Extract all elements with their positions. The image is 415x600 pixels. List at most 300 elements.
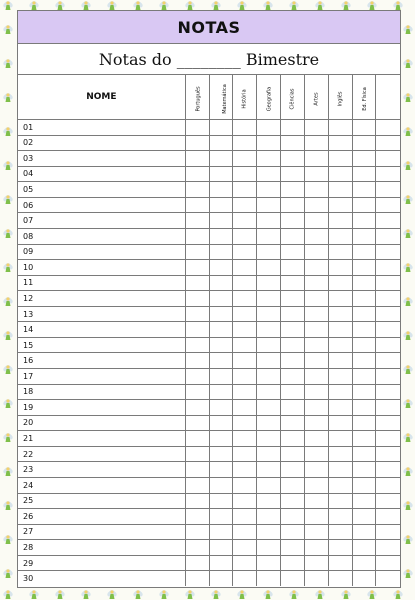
grade-cell[interactable] [376,509,400,525]
grade-cell[interactable] [209,462,233,478]
grade-cell[interactable] [257,337,281,353]
grade-cell[interactable] [376,197,400,213]
grade-cell[interactable] [209,291,233,307]
grade-cell[interactable] [281,384,305,400]
grade-cell[interactable] [328,353,352,369]
grade-cell[interactable] [352,166,376,182]
grade-cell[interactable] [233,213,257,229]
grade-cell[interactable] [209,571,233,586]
grade-cell[interactable] [257,306,281,322]
grade-cell[interactable] [185,322,209,338]
grade-cell[interactable] [281,291,305,307]
grade-cell[interactable] [281,353,305,369]
grade-cell[interactable] [233,197,257,213]
grade-cell[interactable] [352,462,376,478]
grade-cell[interactable] [376,524,400,540]
grade-cell[interactable] [257,555,281,571]
grade-cell[interactable] [376,369,400,385]
grade-cell[interactable] [328,524,352,540]
grade-cell[interactable] [257,369,281,385]
grade-cell[interactable] [281,197,305,213]
grade-cell[interactable] [209,524,233,540]
grade-cell[interactable] [281,244,305,260]
grade-cell[interactable] [281,306,305,322]
grade-cell[interactable] [304,462,328,478]
student-name-cell[interactable] [18,431,185,447]
grade-cell[interactable] [376,353,400,369]
grade-cell[interactable] [233,477,257,493]
grade-cell[interactable] [352,477,376,493]
grade-cell[interactable] [185,291,209,307]
grade-cell[interactable] [281,337,305,353]
grade-cell[interactable] [328,555,352,571]
student-name-cell[interactable] [18,275,185,291]
grade-cell[interactable] [209,540,233,556]
grade-cell[interactable] [304,135,328,151]
grade-cell[interactable] [257,353,281,369]
grade-cell[interactable] [185,244,209,260]
student-name-cell[interactable] [18,337,185,353]
grade-cell[interactable] [257,509,281,525]
grade-cell[interactable] [376,244,400,260]
grade-cell[interactable] [233,182,257,198]
grade-cell[interactable] [304,415,328,431]
grade-cell[interactable] [257,275,281,291]
grade-cell[interactable] [185,228,209,244]
grade-cell[interactable] [376,400,400,416]
grade-cell[interactable] [328,571,352,586]
grade-cell[interactable] [281,477,305,493]
grade-cell[interactable] [281,400,305,416]
student-name-cell[interactable] [18,151,185,167]
grade-cell[interactable] [257,291,281,307]
grade-cell[interactable] [376,166,400,182]
grade-cell[interactable] [352,493,376,509]
student-name-cell[interactable] [18,166,185,182]
grade-cell[interactable] [376,540,400,556]
grade-cell[interactable] [376,228,400,244]
grade-cell[interactable] [185,213,209,229]
grade-cell[interactable] [209,509,233,525]
student-name-cell[interactable] [18,213,185,229]
grade-cell[interactable] [328,166,352,182]
grade-cell[interactable] [352,322,376,338]
grade-cell[interactable] [281,120,305,136]
grade-cell[interactable] [209,322,233,338]
grade-cell[interactable] [185,166,209,182]
grade-cell[interactable] [352,446,376,462]
grade-cell[interactable] [233,462,257,478]
grade-cell[interactable] [304,260,328,276]
grade-cell[interactable] [209,555,233,571]
grade-cell[interactable] [257,384,281,400]
grade-cell[interactable] [376,291,400,307]
grade-cell[interactable] [376,415,400,431]
grade-cell[interactable] [304,166,328,182]
grade-cell[interactable] [328,322,352,338]
grade-cell[interactable] [233,400,257,416]
grade-cell[interactable] [352,213,376,229]
grade-cell[interactable] [209,228,233,244]
grade-cell[interactable] [281,446,305,462]
grade-cell[interactable] [304,322,328,338]
grade-cell[interactable] [352,135,376,151]
grade-cell[interactable] [352,540,376,556]
grade-cell[interactable] [376,135,400,151]
grade-cell[interactable] [185,462,209,478]
grade-cell[interactable] [352,415,376,431]
grade-cell[interactable] [233,228,257,244]
grade-cell[interactable] [233,275,257,291]
grade-cell[interactable] [257,120,281,136]
grade-cell[interactable] [304,400,328,416]
grade-cell[interactable] [185,120,209,136]
grade-cell[interactable] [352,228,376,244]
grade-cell[interactable] [352,431,376,447]
grade-cell[interactable] [185,384,209,400]
grade-cell[interactable] [257,197,281,213]
student-name-cell[interactable] [18,555,185,571]
grade-cell[interactable] [209,166,233,182]
grade-cell[interactable] [304,197,328,213]
grade-cell[interactable] [233,353,257,369]
grade-cell[interactable] [352,120,376,136]
grade-cell[interactable] [352,197,376,213]
grade-cell[interactable] [281,260,305,276]
grade-cell[interactable] [257,540,281,556]
grade-cell[interactable] [281,571,305,586]
grade-cell[interactable] [257,400,281,416]
grade-cell[interactable] [328,446,352,462]
grade-cell[interactable] [209,182,233,198]
grade-cell[interactable] [209,120,233,136]
grade-cell[interactable] [185,493,209,509]
student-name-cell[interactable] [18,415,185,431]
grade-cell[interactable] [328,400,352,416]
grade-cell[interactable] [209,446,233,462]
grade-cell[interactable] [281,135,305,151]
grade-cell[interactable] [233,166,257,182]
grade-cell[interactable] [328,213,352,229]
grade-cell[interactable] [257,446,281,462]
grade-cell[interactable] [304,384,328,400]
grade-cell[interactable] [257,431,281,447]
grade-cell[interactable] [352,244,376,260]
grade-cell[interactable] [304,306,328,322]
grade-cell[interactable] [328,151,352,167]
grade-cell[interactable] [233,384,257,400]
grade-cell[interactable] [304,509,328,525]
grade-cell[interactable] [376,213,400,229]
grade-cell[interactable] [352,151,376,167]
grade-cell[interactable] [209,384,233,400]
grade-cell[interactable] [233,291,257,307]
grade-cell[interactable] [352,337,376,353]
grade-cell[interactable] [304,369,328,385]
grade-cell[interactable] [185,197,209,213]
student-name-cell[interactable] [18,540,185,556]
grade-cell[interactable] [352,306,376,322]
grade-cell[interactable] [328,369,352,385]
student-name-cell[interactable] [18,477,185,493]
grade-cell[interactable] [233,306,257,322]
grade-cell[interactable] [209,431,233,447]
grade-cell[interactable] [304,446,328,462]
grade-cell[interactable] [281,166,305,182]
grade-cell[interactable] [304,337,328,353]
grade-cell[interactable] [185,477,209,493]
grade-cell[interactable] [352,275,376,291]
grade-cell[interactable] [352,182,376,198]
grade-cell[interactable] [304,120,328,136]
grade-cell[interactable] [304,182,328,198]
grade-cell[interactable] [304,431,328,447]
grade-cell[interactable] [209,260,233,276]
student-name-cell[interactable] [18,462,185,478]
student-name-cell[interactable] [18,197,185,213]
grade-cell[interactable] [257,182,281,198]
grade-cell[interactable] [185,151,209,167]
grade-cell[interactable] [257,493,281,509]
grade-cell[interactable] [328,197,352,213]
grade-cell[interactable] [233,120,257,136]
student-name-cell[interactable] [18,306,185,322]
grade-cell[interactable] [209,151,233,167]
grade-cell[interactable] [233,337,257,353]
grade-cell[interactable] [376,446,400,462]
grade-cell[interactable] [233,415,257,431]
grade-cell[interactable] [281,369,305,385]
student-name-cell[interactable] [18,291,185,307]
grade-cell[interactable] [257,571,281,586]
grade-cell[interactable] [281,509,305,525]
grade-cell[interactable] [376,477,400,493]
grade-cell[interactable] [233,431,257,447]
grade-cell[interactable] [328,228,352,244]
grade-cell[interactable] [233,260,257,276]
grade-cell[interactable] [281,493,305,509]
grade-cell[interactable] [328,244,352,260]
student-name-cell[interactable] [18,260,185,276]
grade-cell[interactable] [281,415,305,431]
grade-cell[interactable] [233,322,257,338]
grade-cell[interactable] [352,369,376,385]
grade-cell[interactable] [304,244,328,260]
grade-cell[interactable] [352,384,376,400]
grade-cell[interactable] [304,555,328,571]
student-name-cell[interactable] [18,228,185,244]
grade-cell[interactable] [209,244,233,260]
grade-cell[interactable] [257,244,281,260]
grade-cell[interactable] [233,571,257,586]
grade-cell[interactable] [376,306,400,322]
grade-cell[interactable] [281,462,305,478]
grade-cell[interactable] [281,540,305,556]
grade-cell[interactable] [376,120,400,136]
grade-cell[interactable] [185,182,209,198]
grade-cell[interactable] [376,151,400,167]
grade-cell[interactable] [185,135,209,151]
grade-cell[interactable] [233,446,257,462]
grade-cell[interactable] [209,415,233,431]
grade-cell[interactable] [376,462,400,478]
student-name-cell[interactable] [18,353,185,369]
grade-cell[interactable] [328,337,352,353]
grade-cell[interactable] [328,120,352,136]
grade-cell[interactable] [328,431,352,447]
grade-cell[interactable] [328,260,352,276]
grade-cell[interactable] [304,275,328,291]
grade-cell[interactable] [376,555,400,571]
grade-cell[interactable] [209,369,233,385]
grade-cell[interactable] [257,415,281,431]
grade-cell[interactable] [281,182,305,198]
grade-cell[interactable] [328,291,352,307]
grade-cell[interactable] [233,555,257,571]
grade-cell[interactable] [185,509,209,525]
grade-cell[interactable] [257,228,281,244]
grade-cell[interactable] [376,260,400,276]
grade-cell[interactable] [233,509,257,525]
grade-cell[interactable] [376,493,400,509]
grade-cell[interactable] [352,353,376,369]
grade-cell[interactable] [257,151,281,167]
grade-cell[interactable] [352,509,376,525]
grade-cell[interactable] [376,571,400,586]
grade-cell[interactable] [233,540,257,556]
grade-cell[interactable] [257,166,281,182]
grade-cell[interactable] [376,384,400,400]
grade-cell[interactable] [185,275,209,291]
grade-cell[interactable] [185,524,209,540]
grade-cell[interactable] [257,477,281,493]
grade-cell[interactable] [185,431,209,447]
grade-cell[interactable] [352,260,376,276]
grade-cell[interactable] [209,197,233,213]
grade-cell[interactable] [304,477,328,493]
grade-cell[interactable] [328,493,352,509]
grade-cell[interactable] [281,213,305,229]
grade-cell[interactable] [185,369,209,385]
grade-cell[interactable] [328,182,352,198]
grade-cell[interactable] [185,400,209,416]
grade-cell[interactable] [304,353,328,369]
student-name-cell[interactable] [18,400,185,416]
grade-cell[interactable] [185,337,209,353]
student-name-cell[interactable] [18,120,185,136]
grade-cell[interactable] [233,244,257,260]
grade-cell[interactable] [328,275,352,291]
grade-cell[interactable] [281,275,305,291]
grade-cell[interactable] [328,477,352,493]
grade-cell[interactable] [257,135,281,151]
grade-cell[interactable] [185,415,209,431]
grade-cell[interactable] [281,555,305,571]
grade-cell[interactable] [233,151,257,167]
grade-cell[interactable] [281,322,305,338]
grade-cell[interactable] [209,400,233,416]
grade-cell[interactable] [209,477,233,493]
grade-cell[interactable] [328,462,352,478]
grade-cell[interactable] [328,415,352,431]
student-name-cell[interactable] [18,524,185,540]
grade-cell[interactable] [185,571,209,586]
student-name-cell[interactable] [18,322,185,338]
student-name-cell[interactable] [18,135,185,151]
grade-cell[interactable] [185,555,209,571]
grade-cell[interactable] [257,213,281,229]
grade-cell[interactable] [257,322,281,338]
grade-cell[interactable] [209,135,233,151]
grade-cell[interactable] [304,493,328,509]
grade-cell[interactable] [257,260,281,276]
grade-cell[interactable] [209,275,233,291]
student-name-cell[interactable] [18,493,185,509]
grade-cell[interactable] [185,353,209,369]
grade-cell[interactable] [209,353,233,369]
grade-cell[interactable] [376,182,400,198]
grade-cell[interactable] [328,135,352,151]
grade-cell[interactable] [281,228,305,244]
grade-cell[interactable] [209,493,233,509]
grade-cell[interactable] [352,291,376,307]
grade-cell[interactable] [209,306,233,322]
student-name-cell[interactable] [18,509,185,525]
grade-cell[interactable] [304,291,328,307]
grade-cell[interactable] [376,337,400,353]
grade-cell[interactable] [257,524,281,540]
grade-cell[interactable] [304,540,328,556]
grade-cell[interactable] [304,151,328,167]
grade-cell[interactable] [328,540,352,556]
grade-cell[interactable] [352,400,376,416]
student-name-cell[interactable] [18,571,185,586]
grade-cell[interactable] [233,493,257,509]
grade-cell[interactable] [209,213,233,229]
grade-cell[interactable] [304,228,328,244]
grade-cell[interactable] [328,509,352,525]
grade-cell[interactable] [352,524,376,540]
grade-cell[interactable] [352,555,376,571]
grade-cell[interactable] [209,337,233,353]
grade-cell[interactable] [328,384,352,400]
grade-cell[interactable] [257,462,281,478]
grade-cell[interactable] [185,260,209,276]
grade-cell[interactable] [233,524,257,540]
student-name-cell[interactable] [18,446,185,462]
grade-cell[interactable] [304,524,328,540]
grade-cell[interactable] [376,322,400,338]
grade-cell[interactable] [281,524,305,540]
student-name-cell[interactable] [18,182,185,198]
student-name-cell[interactable] [18,244,185,260]
grade-cell[interactable] [281,151,305,167]
grade-cell[interactable] [185,540,209,556]
grade-cell[interactable] [233,369,257,385]
grade-cell[interactable] [352,571,376,586]
grade-cell[interactable] [376,431,400,447]
grade-cell[interactable] [281,431,305,447]
student-name-cell[interactable] [18,369,185,385]
grade-cell[interactable] [185,306,209,322]
grade-cell[interactable] [304,213,328,229]
grade-cell[interactable] [185,446,209,462]
grade-cell[interactable] [304,571,328,586]
grade-cell[interactable] [328,306,352,322]
grade-cell[interactable] [233,135,257,151]
student-name-cell[interactable] [18,384,185,400]
grade-cell[interactable] [376,275,400,291]
